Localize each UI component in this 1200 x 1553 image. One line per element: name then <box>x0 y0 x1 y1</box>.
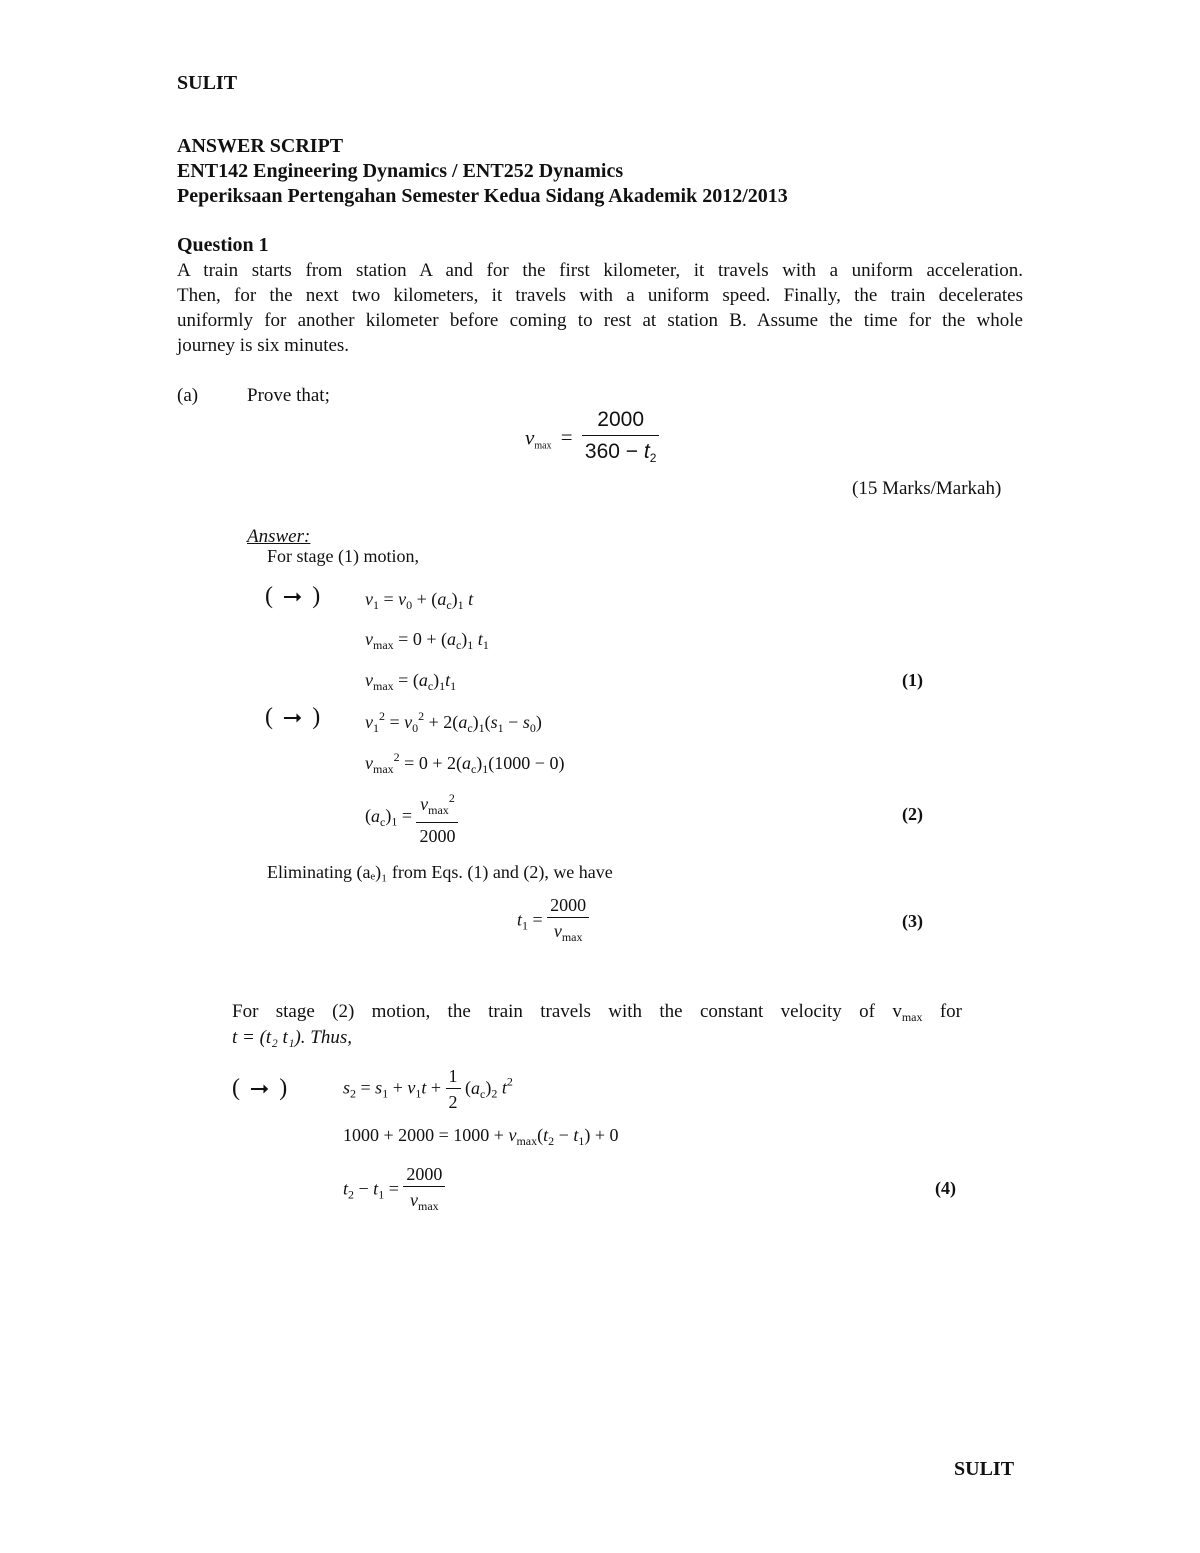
marks: (15 Marks/Markah) <box>852 478 1002 499</box>
equation-line: $v_{max} = (a_c)_1t_1$ <box>365 670 457 693</box>
equation-number: (3) <box>902 911 923 931</box>
equation-number: (1) <box>902 670 923 690</box>
equation-number: (4) <box>935 1178 956 1198</box>
question-text-line: uniformly for another kilometer before coming to rest at station B. Assume the time for the whole <box>177 310 1023 331</box>
equation-number: (2) <box>902 804 923 824</box>
question-text-line: Then, for the next two kilometers, it travels with a uniform speed. Finally, the train decelerates <box>177 285 1023 306</box>
stage1-intro: For stage (1) motion, <box>267 546 419 566</box>
stage2-text-line2: t = (t₂ t₁). Thus, <box>232 1027 352 1048</box>
title-answer-script: ANSWER SCRIPT <box>177 135 344 157</box>
question-heading: Question 1 <box>177 234 269 256</box>
equation-line: $s_2 = s_1 + v_1t$ + $\frac{1}{2}$ $(a_c)_2$ $t^2$ <box>343 1066 513 1112</box>
title-exam: Peperiksaan Pertengahan Semester Kedua Sidang Akademik 2012/2013 <box>177 185 788 207</box>
header-sulit: SULIT <box>177 72 238 94</box>
equation-line: $(a_c)_1$ = $\frac{v_{max}^2}{2000}$ <box>365 786 458 849</box>
direction-marker: ( ⭢ ) <box>265 704 323 730</box>
equation-line: $v_{max} = 0 + (a_c)_1$ $t_1$ <box>365 629 489 652</box>
part-label: (a) <box>177 385 199 406</box>
stage2-text-line1: For stage (2) motion, the train travels with the constant velocity of $v_{max}$ for <box>232 1001 962 1024</box>
equation-line: $v_1 = v_0 + (a_c)_1$ t <box>365 589 474 612</box>
footer-sulit: SULIT <box>954 1458 1015 1480</box>
prove-formula: $v_{max}$ = $\frac{2000}{360 - t_2}$ <box>525 405 659 474</box>
title-course: ENT142 Engineering Dynamics / ENT252 Dynamics <box>177 160 624 182</box>
question-text <box>177 258 1023 358</box>
elimination-text: Eliminating (aₑ)₁ from Eqs. (1) and (2), we have <box>267 862 613 882</box>
question-text-line: journey is six minutes. <box>177 335 350 356</box>
direction-marker: ( ⭢ ) <box>265 583 323 609</box>
answer-label: Answer: <box>247 526 311 547</box>
equation-line: $1000 + 2000 = 1000 + v_{max}(t_2 - t_1) + 0$ <box>343 1125 619 1148</box>
direction-marker: ( ⭢ ) <box>232 1075 290 1101</box>
part-text: Prove that; <box>247 385 330 406</box>
question-text-line: A train starts from station A and for the first kilometer, it travels with a uniform acceleration. <box>177 260 1023 281</box>
equation-line: $v_{max}^2 = 0 + 2(a_c)_1(1000 - 0)$ <box>365 750 565 776</box>
equation-line: $v_1^2 = v_0^2 + 2(a_c)_1(s_1 - s_0)$ <box>365 709 542 735</box>
equation-line: $t_1$ = $\frac{2000}{v_{max}}$ <box>517 893 589 950</box>
equation-line: $t_2 - t_1$ = $\frac{2000}{v_{max}}$ <box>343 1162 445 1219</box>
